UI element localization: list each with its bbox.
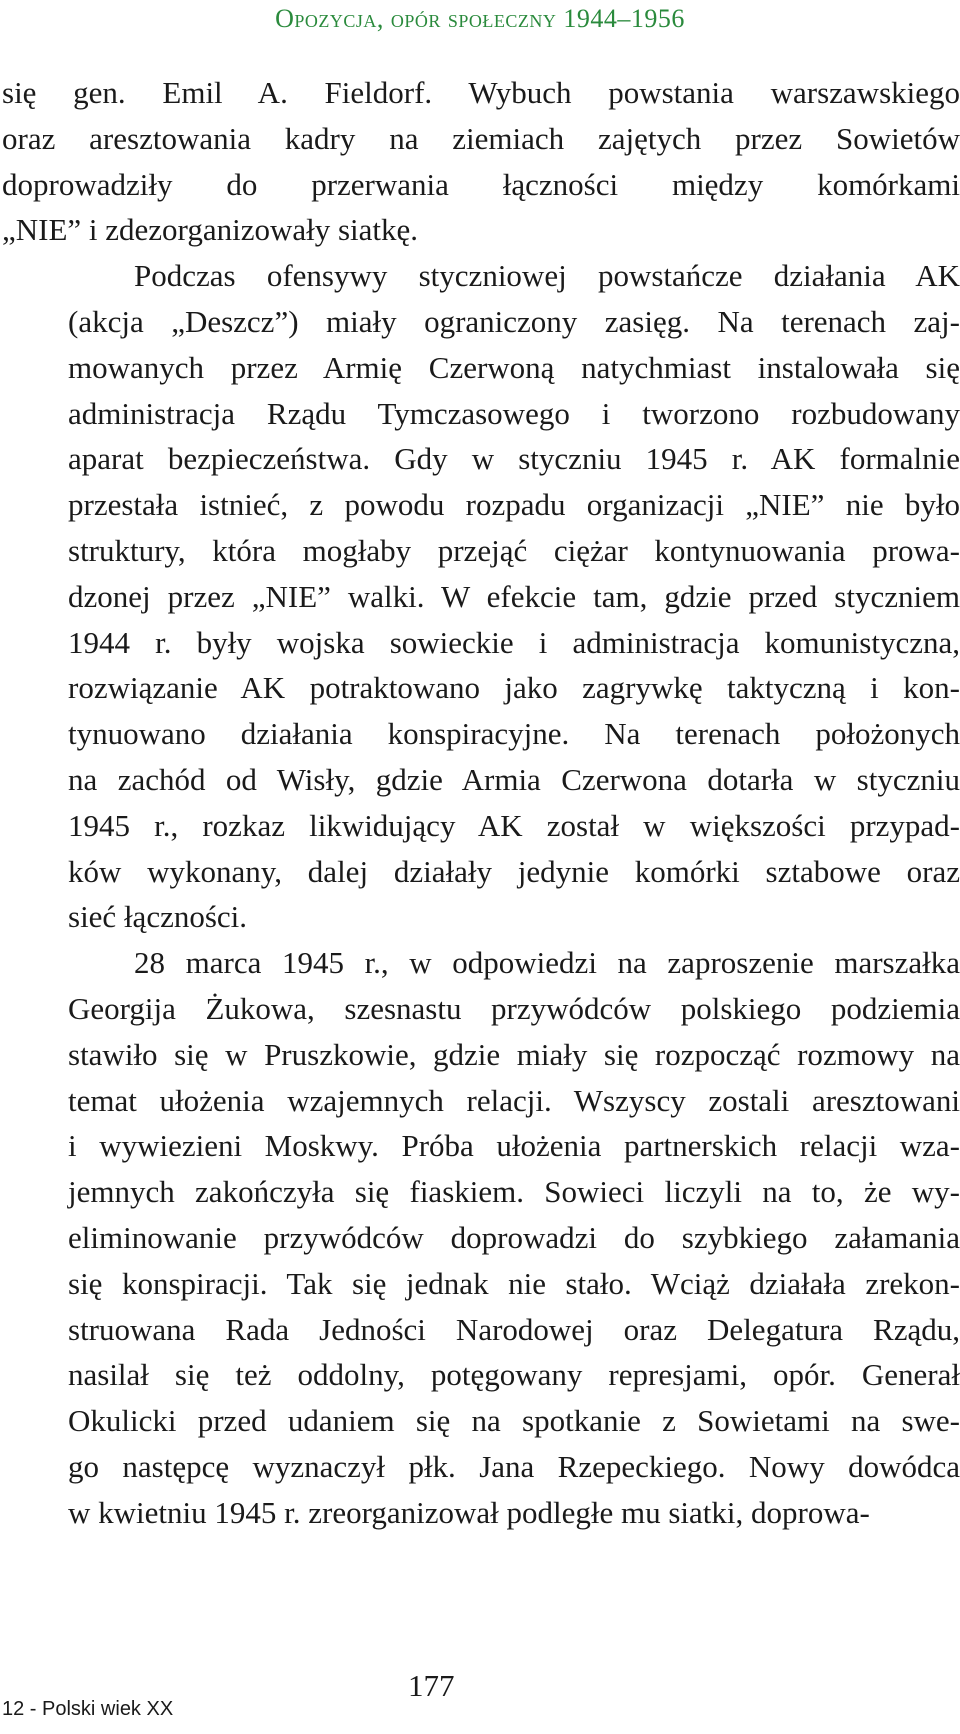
text-line: 1944 r. były wojska sowieckie i administracja komunistyczna, <box>68 624 960 660</box>
text-line: administracja Rządu Tymczasowego i tworzono rozbudowany <box>68 395 960 431</box>
text-line: dzonej przez „NIE” walki. W efekcie tam, gdzie przed styczniem <box>68 578 960 614</box>
running-header <box>0 0 960 48</box>
text-line: 1945 r., rozkaz likwidujący AK został w większości przypad- <box>68 807 960 843</box>
text-line: eliminowanie przywódców doprowadzi do szybkiego załamania <box>68 1219 960 1255</box>
body-text <box>2 70 960 1536</box>
text-line: stawiło się w Pruszkowie, gdzie miały się rozpocząć rozmowy na <box>68 1036 960 1072</box>
text-line: tynuowano działania konspiracyjne. Na terenach położonych <box>68 716 960 752</box>
text-line: temat ułożenia wzajemnych relacji. Wszyscy zostali aresztowani <box>68 1082 960 1118</box>
text-line: Podczas ofensywy styczniowej powstańcze działania AK <box>134 258 960 294</box>
text-line: Okulicki przed udaniem się na spotkanie z Sowietami na swe- <box>68 1403 960 1439</box>
text-line: „NIE” i zdezorganizowały siatkę. <box>2 212 419 248</box>
text-line: struktury, która mogłaby przejąć ciężar kontynuowania prowa- <box>68 532 960 568</box>
text-line: się konspiracji. Tak się jednak nie stało. Wciąż działała zrekon- <box>68 1265 960 1301</box>
text-line: (akcja „Deszcz”) miały ograniczony zasięg. Na terenach zaj- <box>68 303 960 339</box>
paragraph <box>2 940 960 1535</box>
text-line: i wywiezieni Moskwy. Próba ułożenia partnerskich relacji wza- <box>68 1128 960 1164</box>
text-line: przestała istnieć, z powodu rozpadu organizacji „NIE” nie było <box>68 487 960 523</box>
text-line: mowanych przez Armię Czerwoną natychmiast instalowała się <box>68 349 960 385</box>
paragraph <box>2 253 960 940</box>
text-line: na zachód od Wisły, gdzie Armia Czerwona dotarła w styczniu <box>68 761 960 797</box>
text-line: doprowadziły do przerwania łączności między komórkami <box>2 166 960 202</box>
text-line: się gen. Emil A. Fieldorf. Wybuch powstania warszawskiego <box>2 75 960 110</box>
text-line: 28 marca 1945 r., w odpowiedzi na zaproszenie marszałka <box>134 945 960 981</box>
text-line: sieć łączności. <box>68 899 248 935</box>
text-line: jemnych zakończyła się fiaskiem. Sowieci liczyli na to, że wy- <box>68 1174 960 1210</box>
text-line: w kwietniu 1945 r. zreorganizował podległe mu siatki, doprowa- <box>68 1494 870 1530</box>
text-line: go następcę wyznaczył płk. Jana Rzepeckiego. Nowy dowódca <box>68 1448 960 1484</box>
text-line: ków wykonany, dalej działały jedynie komórki sztabowe oraz <box>68 853 960 889</box>
text-line: struowana Rada Jedności Narodowej oraz Delegatura Rządu, <box>68 1311 960 1347</box>
paragraph <box>2 70 960 253</box>
page-number: 177 <box>408 1668 455 1703</box>
text-line: aparat bezpieczeństwa. Gdy w styczniu 1945 r. AK formalnie <box>68 441 960 477</box>
text-line: nasilał się też oddolny, potęgowany represjami, opór. Generał <box>68 1357 960 1393</box>
text-line: Georgija Żukowa, szesnastu przywódców polskiego podziemia <box>68 990 960 1026</box>
signature-mark: 12 - Polski wiek XX <box>2 1698 174 1720</box>
text-line: oraz aresztowania kadry na ziemiach zajętych przez Sowietów <box>2 120 960 156</box>
text-line: rozwiązanie AK potraktowano jako zagrywkę taktyczną i kon- <box>68 670 960 706</box>
running-title: Opozycja, opór społeczny 1944–1956 <box>275 4 685 33</box>
